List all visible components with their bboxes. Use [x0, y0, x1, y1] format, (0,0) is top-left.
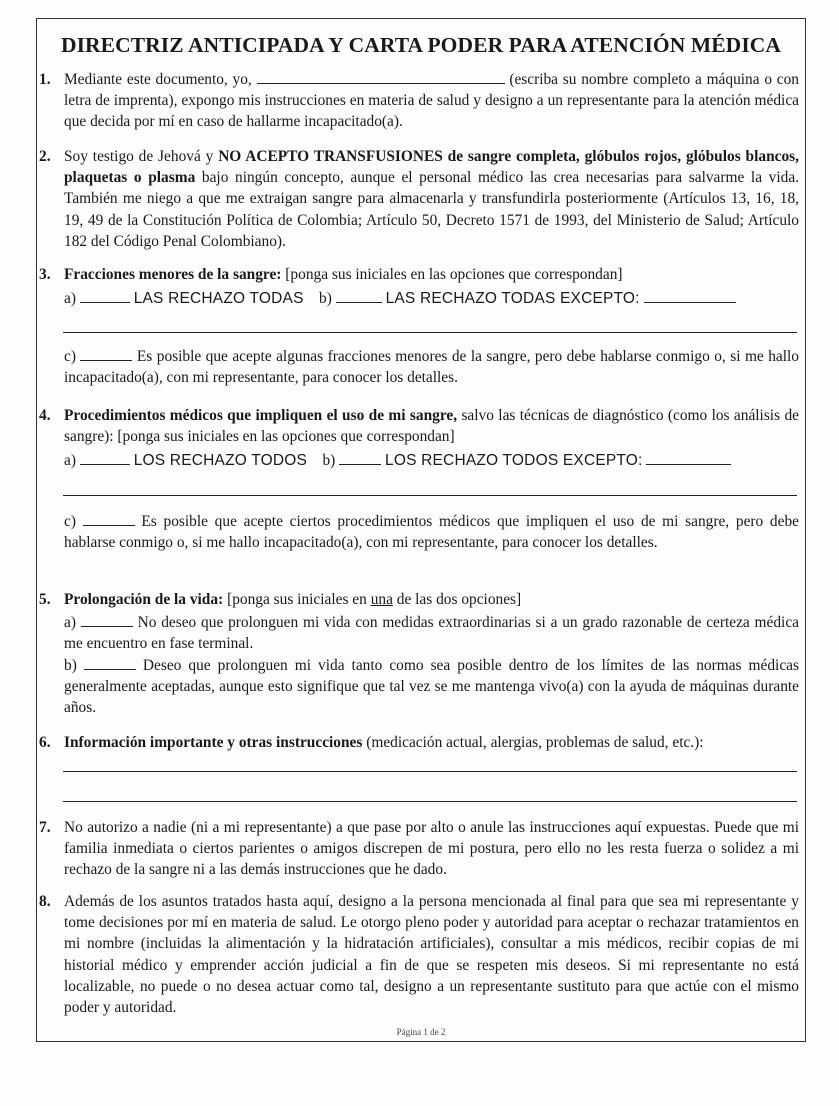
- option-c-label: Es posible que acepte ciertos procedimientos médicos que impliquen el uso de mi sangre, pero debe hablarse conmigo o, si me hallo incapacitado(a), con mi representante, para conocer los detalles.: [64, 513, 799, 552]
- section-1-text-a: Mediante este documento, yo,: [64, 71, 252, 88]
- section-4: [39, 405, 799, 472]
- section-number: 6.: [39, 734, 51, 751]
- section-number: 3.: [39, 266, 51, 283]
- section-6-text: (medicación actual, alergias, problemas de salud, etc.):: [366, 734, 704, 751]
- section-number: 8.: [39, 893, 51, 910]
- section-1: [39, 69, 799, 133]
- section-number: 5.: [39, 591, 51, 608]
- section-6: [39, 732, 799, 753]
- option-b-letter: b): [319, 290, 332, 308]
- section-3: [39, 264, 799, 309]
- section-5-hint-a: [ponga sus iniciales en: [227, 591, 367, 608]
- option-b-initials-field[interactable]: [84, 655, 136, 670]
- option-b-letter: b): [322, 452, 336, 470]
- option-b-initials-field[interactable]: [339, 450, 381, 465]
- section-4-option-c: [39, 511, 799, 553]
- option-b-letter: b): [64, 656, 77, 674]
- option-a-initials-field[interactable]: [81, 612, 133, 627]
- section-number: 7.: [39, 819, 51, 836]
- option-b-label: LAS RECHAZO TODAS EXCEPTO:: [385, 290, 640, 308]
- instructions-line-2[interactable]: [63, 801, 797, 802]
- option-c-initials-field[interactable]: [80, 346, 132, 361]
- section-6-heading: Información importante y otras instrucciones: [64, 734, 363, 751]
- option-a-letter: a): [64, 290, 76, 308]
- option-c-letter: c): [64, 348, 76, 365]
- option-b-label: Deseo que prolonguen mi vida tanto como sea posible dentro de los límites de las normas médicas generalmente aceptadas, aunque esto signifique que tal vez se me mantenga vivo(a) con la ayuda de máquinas durante años.: [64, 656, 799, 717]
- page-number: Página 1 de 2: [396, 1027, 446, 1037]
- option-c-initials-field[interactable]: [83, 511, 135, 526]
- section-number: 1.: [39, 71, 51, 88]
- option-b-exception-line[interactable]: [63, 332, 797, 333]
- option-b-exception-line[interactable]: [63, 495, 797, 496]
- section-4-heading: Procedimientos médicos que impliquen el uso de mi sangre,: [64, 407, 458, 424]
- section-1-text-b: (escriba su nombre completo a máquina o con letra de imprenta), expongo mis instrucciones en materia de salud y designo a un representante para la atención médica que decida por mí en caso de hallarme incapacitado(a).: [64, 71, 799, 131]
- option-b-initials-field[interactable]: [336, 288, 382, 303]
- section-8: [39, 891, 799, 1018]
- option-c-label: Es posible que acepte algunas fracciones menores de la sangre, pero debe hablarse conmigo o, si me hallo incapacitado(a), con mi representante, para conocer los detalles.: [64, 348, 799, 387]
- section-number: 2.: [39, 148, 51, 165]
- section-7-text: No autorizo a nadie (ni a mi representante) a que pase por alto o anule las instrucciones aquí expuestas. Puede que mi familia inmediata o ciertos parientes o amigos discrepen de mi postura, pero ello no les resta fuerza o solidez a mi rechazo de la sangre ni a las demás instrucciones que he dado.: [64, 819, 799, 879]
- section-2-text-a: Soy testigo de Jehová y: [64, 148, 214, 165]
- section-5-heading: Prolongación de la vida:: [64, 591, 224, 608]
- section-2-text-c: bajo ningún concepto, aunque el personal médico las crea necesarias para salvarme la vida. También me niego a que me extraigan sangre para almacenarla y transfundirla posteriormente (Artículos 13, 16, 18, 19, 49 de la Constitución Política de Colombia; Artículo 50, Decreto 1571 de 1993, del Ministerio de Salud; Artículo 182 del Código Penal Colombiano).: [64, 169, 799, 250]
- option-b-label: LOS RECHAZO TODOS EXCEPTO:: [385, 452, 643, 470]
- section-8-text: Además de los asuntos tratados hasta aquí, designo a la persona mencionada al final para que sea mi representante y tome decisiones por mí en materia de salud. Le otorgo pleno poder y autoridad para aceptar o rechazar tratamientos en mi nombre (incluidas la alimentación y la hidratación artificiales), consultar a mis médicos, recibir copias de mi historial médico y emprender acción judicial a fin de que se respeten mis deseos. Si mi representante no está localizable, no puede o no desea actuar como tal, designo a un representante sustituto para que actúe con el mismo poder y autoridad.: [64, 893, 799, 1017]
- section-3-hint: [ponga sus iniciales en las opciones que correspondan]: [285, 266, 623, 283]
- section-2-refusal-statement: NO ACEPTO TRANSFUSIONES de sangre completa, glóbulos rojos, glóbulos blancos, plaquetas o plasma: [64, 148, 799, 187]
- section-number: 4.: [39, 407, 51, 424]
- form-title: DIRECTRIZ ANTICIPADA Y CARTA PODER PARA ATENCIÓN MÉDICA: [60, 33, 782, 57]
- full-name-field[interactable]: [257, 69, 505, 84]
- option-a-label: LAS RECHAZO TODAS: [133, 290, 304, 308]
- section-5-hint-b: de las dos opciones]: [396, 591, 522, 608]
- section-4-text: salvo las técnicas de diagnóstico (como los análisis de sangre): [ponga sus iniciales en las opciones que correspondan]: [64, 407, 799, 446]
- section-3-heading: Fracciones menores de la sangre:: [64, 266, 282, 283]
- section-5: [39, 589, 799, 718]
- form-sheet: [36, 18, 806, 1042]
- option-a-initials-field[interactable]: [80, 450, 130, 465]
- option-a-label: LOS RECHAZO TODOS: [133, 452, 308, 470]
- option-a-letter: a): [64, 614, 76, 632]
- option-b-exception-field[interactable]: [644, 288, 736, 303]
- option-a-label: No deseo que prolonguen mi vida con medidas extraordinarias si a un grado razonable de certeza médica me encuentro en fase terminal.: [64, 614, 799, 653]
- instructions-line-1[interactable]: [63, 771, 797, 772]
- option-b-exception-field[interactable]: [646, 450, 731, 465]
- section-7: [39, 817, 799, 881]
- option-a-letter: a): [64, 452, 76, 470]
- section-2: [39, 146, 799, 252]
- section-5-hint-underlined: una: [370, 591, 393, 608]
- option-c-letter: c): [64, 513, 76, 530]
- section-3-option-c: [39, 346, 799, 388]
- option-a-initials-field[interactable]: [80, 288, 130, 303]
